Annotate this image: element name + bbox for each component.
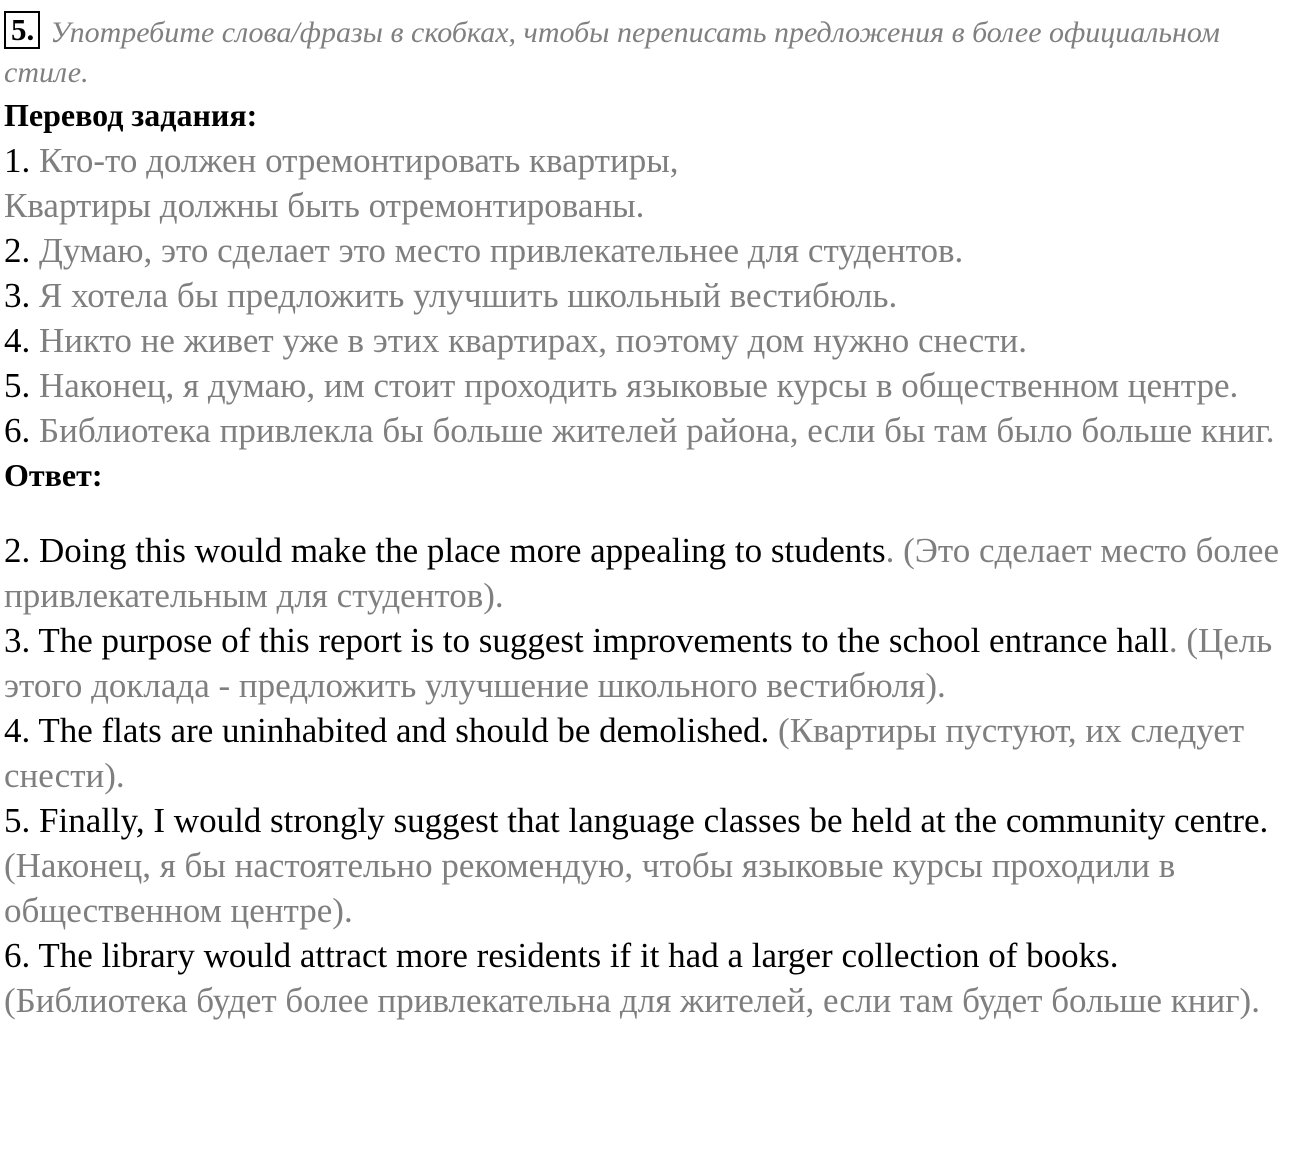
translation-item-4	[4, 318, 1300, 363]
answer-list	[4, 528, 1300, 1023]
item-number: 3.	[4, 276, 31, 315]
spacer	[4, 498, 1300, 528]
item-text: Никто не живет уже в этих квартирах, поэтому дом нужно снести.	[30, 321, 1027, 360]
task-instruction: Употребите слова/фразы в скобках, чтобы переписать предложения в более официальном стиле.	[4, 16, 1220, 89]
item-text: Думаю, это сделает это место привлекательнее для студентов.	[30, 231, 964, 270]
answer-english: 6. The library would attract more residents if it had a larger collection of books.	[4, 936, 1119, 975]
item-text: Я хотела бы предложить улучшить школьный вестибюль.	[30, 276, 898, 315]
exercise-page	[4, 0, 1300, 1023]
answer-item-6	[4, 933, 1300, 1023]
item-number: 1.	[4, 141, 31, 180]
answer-english: 2. Doing this would make the place more appealing to students	[4, 531, 886, 570]
translation-item-1-continuation: Квартиры должны быть отремонтированы.	[4, 186, 645, 225]
answer-english: 4. The flats are uninhabited and should be demolished.	[4, 711, 770, 750]
answer-russian: (Наконец, я бы настоятельно рекомендую, чтобы языковые курсы проходили в общественном центре).	[4, 846, 1176, 930]
translation-item-1	[4, 138, 1300, 183]
translation-item-2	[4, 228, 1300, 273]
translation-item-3	[4, 273, 1300, 318]
item-text: Наконец, я думаю, им стоит проходить языковые курсы в общественном центре.	[30, 366, 1239, 405]
item-text: Кто-то должен отремонтировать квартиры,	[30, 141, 679, 180]
answer-heading: Ответ:	[4, 457, 103, 493]
item-number: 5.	[4, 366, 31, 405]
answer-russian: . (Это сделает место более привлекательным для студентов).	[4, 531, 1279, 615]
answer-english: 5. Finally, I would strongly suggest that language classes be held at the community centre.	[4, 801, 1269, 840]
item-number: 4.	[4, 321, 31, 360]
answer-russian: (Библиотека будет более привлекательна для жителей, если там будет больше книг).	[4, 981, 1260, 1020]
answer-item-5	[4, 798, 1300, 933]
translation-heading: Перевод задания:	[4, 97, 258, 133]
translation-item-5	[4, 363, 1300, 408]
answer-russian: . (Цель этого доклада - предложить улучшение школьного вестибюля).	[4, 621, 1273, 705]
answer-item-4	[4, 708, 1300, 798]
answer-item-2	[4, 528, 1300, 618]
task-header	[4, 0, 1300, 93]
item-text: Библиотека привлекла бы больше жителей района, если бы там было больше книг.	[30, 411, 1275, 450]
translation-item-6	[4, 408, 1300, 453]
translation-list	[4, 138, 1300, 453]
answer-english: 3. The purpose of this report is to suggest improvements to the school entrance hall	[4, 621, 1169, 660]
task-number: 5.	[4, 11, 40, 49]
answer-russian: (Квартиры пустуют, их следует снести).	[4, 711, 1245, 795]
item-number: 2.	[4, 231, 31, 270]
item-number: 6.	[4, 411, 31, 450]
answer-item-3	[4, 618, 1300, 708]
